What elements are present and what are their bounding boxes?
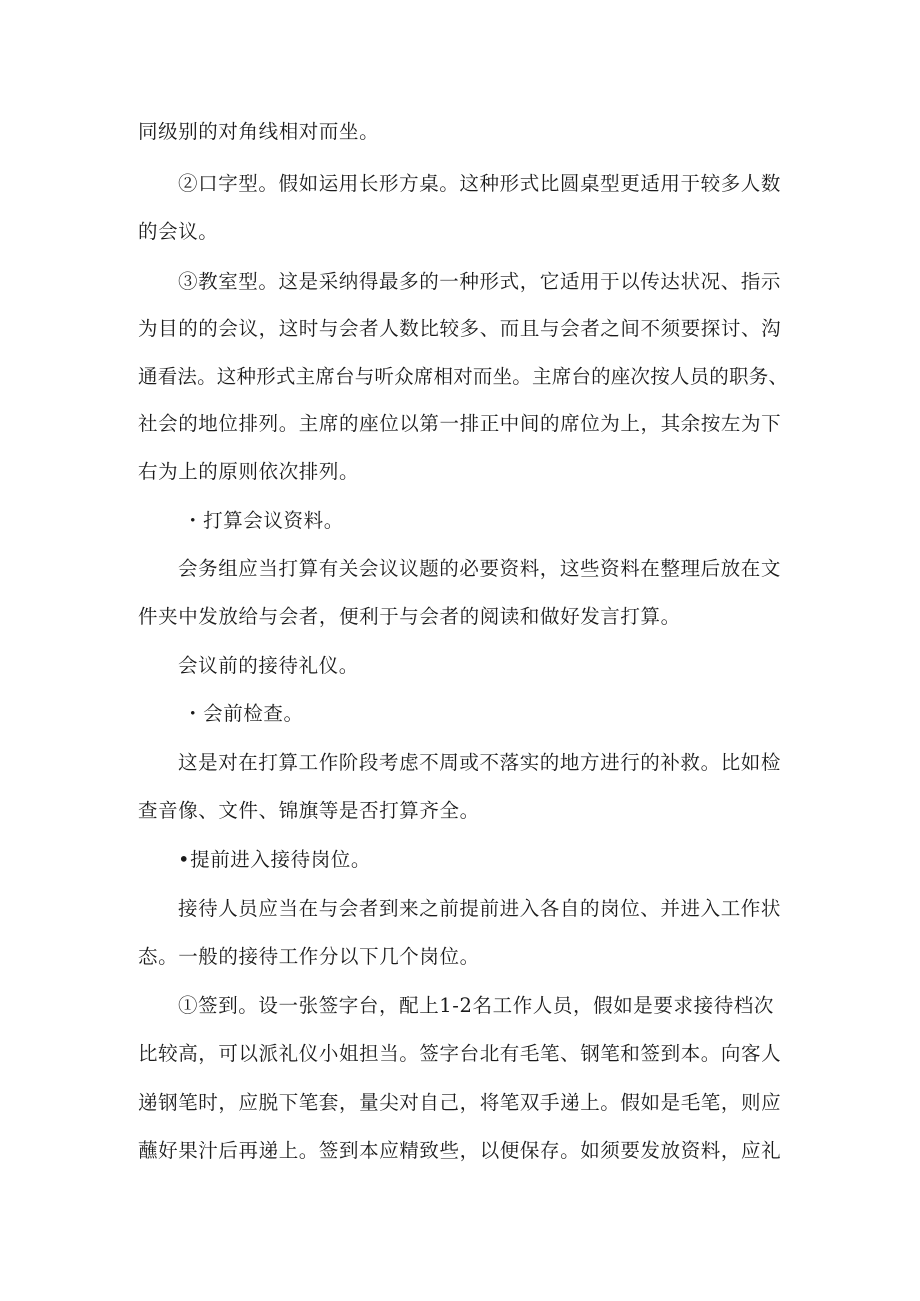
text-line: 同级别的对角线相对而坐。 bbox=[138, 120, 380, 143]
text-line: 接待人员应当在与会者到来之前提前进入各自的岗位、并进入工作状 bbox=[178, 897, 782, 920]
text-line: 社会的地位排列。主席的座位以第一排正中间的席位为上，其余按左为下 bbox=[138, 412, 782, 435]
text-line: 件夹中发放给与会者，便利于与会者的阅读和做好发言打算。 bbox=[138, 605, 681, 628]
text-line: 会务组应当打算有关会议议题的必要资料，这些资料在整理后放在文 bbox=[178, 557, 782, 580]
text-line: 通看法。这种形式主席台与听众席相对而坐。主席台的座次按人员的职务、 bbox=[138, 365, 789, 388]
text-line: 比较高，可以派礼仪小姐担当。签字台北有毛笔、钢笔和签到本。向客人 bbox=[138, 1042, 782, 1065]
text-line: •提前进入接待岗位。 bbox=[178, 848, 372, 871]
text-line: ・会前检查。 bbox=[183, 702, 304, 725]
text-line: ②口字型。假如运用长形方桌。这种形式比圆桌型更适用于较多人数 bbox=[178, 172, 782, 195]
text-line: 为目的的会议，这时与会者人数比较多、而且与会者之间不须要探讨、沟 bbox=[138, 317, 782, 340]
text-line: 蘸好果汁后再递上。签到本应精致些，以便保存。如须要发放资料，应礼 bbox=[138, 1139, 782, 1162]
text-line: 右为上的原则依次排列。 bbox=[138, 460, 360, 483]
text-line: 会议前的接待礼仪。 bbox=[178, 654, 359, 677]
text-line: 态。一般的接待工作分以下几个岗位。 bbox=[138, 945, 480, 968]
text-line: 的会议。 bbox=[138, 220, 219, 243]
text-line: 递钢笔时，应脱下笔套，量尖对自己，将笔双手递上。假如是毛笔，则应 bbox=[138, 1091, 782, 1114]
text-line: ①签到。设一张签字台，配上1-2名工作人员，假如是要求接待档次 bbox=[178, 994, 775, 1017]
text-line: 查音像、文件、锦旗等是否打算齐全。 bbox=[138, 799, 480, 822]
text-line: 这是对在打算工作阶段考虑不周或不落实的地方进行的补救。比如检 bbox=[178, 751, 782, 774]
text-line: ・打算会议资料。 bbox=[183, 509, 344, 532]
text-line: ③教室型。这是采纳得最多的一种形式，它适用于以传达状况、指示 bbox=[178, 270, 782, 293]
